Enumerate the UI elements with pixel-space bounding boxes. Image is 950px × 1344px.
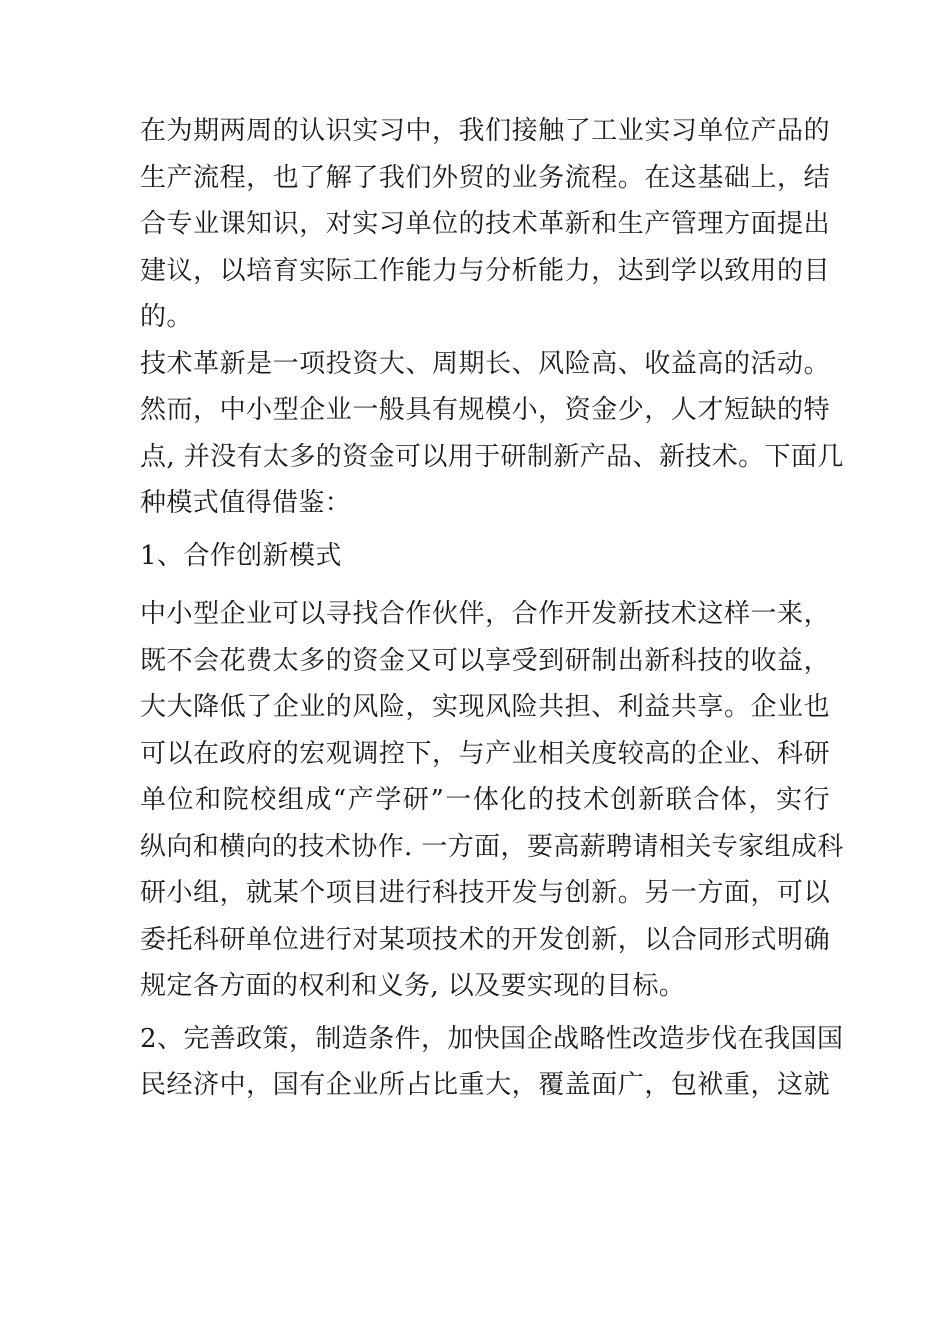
text-line: 1、合作创新模式 [140, 540, 342, 571]
text-line: 可以在政府的宏观调控下，与产业相关度较高的企业、科研 [140, 738, 830, 769]
text-line: 合专业课知识，对实习单位的技术革新和生产管理方面提出 [140, 209, 830, 239]
text-line: 单位和院校组成“产学研”一体化的技术创新联合体，实行 [140, 785, 830, 815]
paragraph-policy [140, 1016, 844, 1109]
text-line: 既不会花费太多的资金又可以享受到研制出新科技的收益， [140, 645, 830, 676]
text-line: 点, 并没有太多的资金可以用于研制新产品、新技术。下面几 [140, 441, 844, 472]
text-line: 大大降低了企业的风险，实现风险共担、利益共享。企业也 [140, 692, 830, 722]
text-line: 纵向和横向的技术协作. 一方面，要高薪聘请相关专家组成科 [140, 831, 844, 862]
text-line: 技术革新是一项投资大、周期长、风险高、收益高的活动。 [140, 348, 830, 379]
text-line: 然而，中小型企业一般具有规模小，资金少，人才短缺的特 [140, 395, 830, 425]
text-line: 研小组，就某个项目进行科技开发与创新。另一方面，可以 [140, 878, 830, 908]
text-line: 建议，以培育实际工作能力与分析能力，达到学以致用的目 [140, 255, 830, 286]
document-body [140, 108, 844, 1109]
paragraph-spacer [140, 579, 830, 591]
text-line: 委托科研单位进行对某项技术的开发创新，以合同形式明确 [140, 924, 830, 955]
paragraph-cooperation [140, 591, 844, 1010]
text-line: 规定各方面的权利和义务, 以及要实现的目标。 [140, 971, 686, 1001]
text-line: 在为期两周的认识实习中，我们接触了工业实习单位产品的 [140, 116, 830, 146]
paragraph-intro [140, 108, 830, 341]
text-line: 中小型企业可以寻找合作伙伴，合作开发新技术这样一来， [140, 599, 830, 629]
text-line: 2、完善政策，制造条件，加快国企战略性改造步伐在我国国 [140, 1023, 844, 1054]
paragraph-tech-innovation [140, 341, 844, 527]
text-line: 的。 [140, 302, 193, 332]
text-line: 生产流程，也了解了我们外贸的业务流程。在这基础上，结 [140, 162, 830, 193]
text-line: 民经济中，国有企业所占比重大，覆盖面广，包袱重，这就 [140, 1070, 830, 1100]
heading-cooperative-innovation [140, 533, 830, 580]
text-line: 种模式值得借鉴： [140, 488, 352, 518]
